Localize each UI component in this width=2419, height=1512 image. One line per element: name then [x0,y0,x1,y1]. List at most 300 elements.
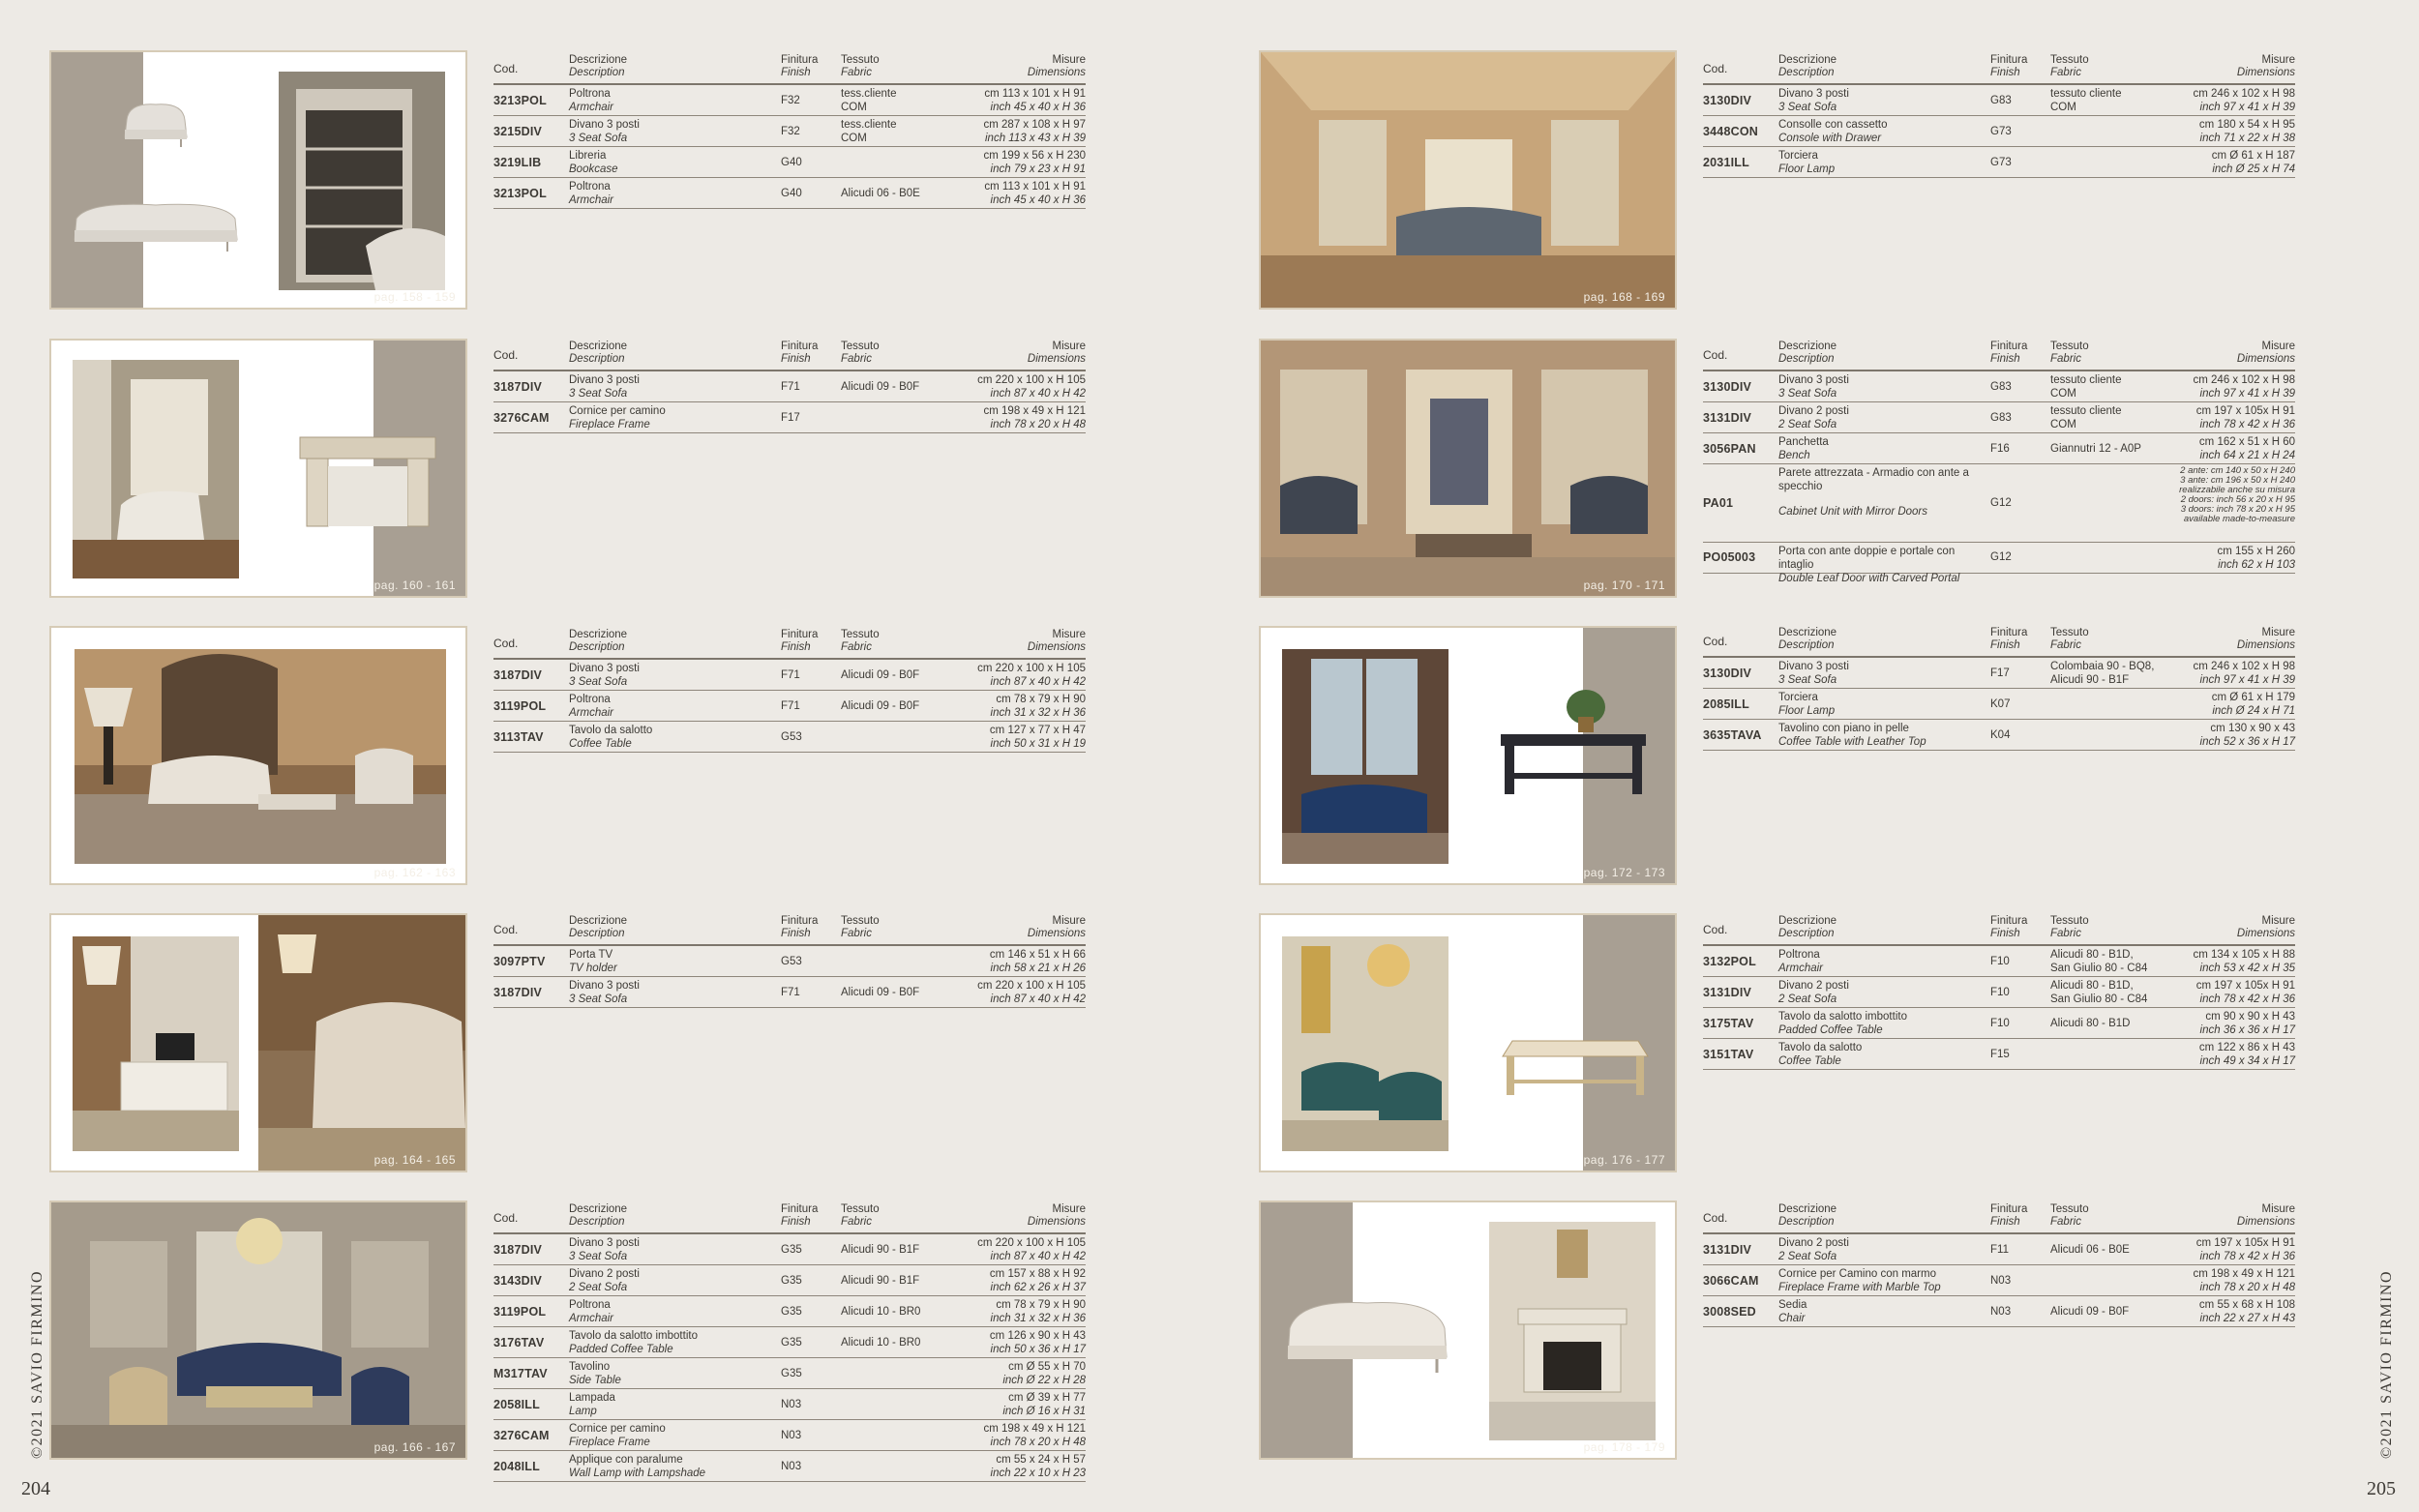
catalog-image-card [49,339,467,598]
finish-code: F10 [1990,1018,2010,1029]
description-en: Armchair [1778,963,1824,974]
description-it: Cornice per camino [569,1423,666,1435]
dimensions-inch: inch 97 x 41 x H 39 [2199,102,2295,113]
table-row [493,660,1086,691]
dimensions [984,87,1086,114]
product-code: 3213POL [493,94,547,107]
description-it: Tavolo da salotto imbottito [569,1330,698,1342]
finish-code: N03 [781,1461,802,1472]
header-finish-it: Finitura [781,1203,819,1215]
header-code: Cod. [493,348,519,362]
description-en: 2 Seat Sofa [569,1282,628,1293]
description-en: Fireplace Frame with Marble Top [1778,1282,1941,1293]
product-code: 3119POL [493,1305,547,1319]
description-en: Cabinet Unit with Mirror Doors [1778,506,1928,518]
dimensions [2194,948,2295,975]
mirror-wardrobe-room-photo [1261,341,1677,598]
dimensions-cm: cm 146 x 51 x H 66 [989,949,1086,961]
header-dimensions [1028,341,1086,366]
table-row [1703,543,2295,584]
description-en: 3 Seat Sofa [569,676,628,688]
description-en: Coffee Table with Leather Top [1778,736,1926,748]
dimensions-cm: cm Ø 61 x H 187 [2211,150,2295,162]
header-fabric-it: Tessuto [841,54,880,66]
product-table [493,629,1086,753]
header-description-it: Descrizione [569,915,628,927]
dimensions-inch: inch 79 x 23 x H 91 [990,163,1086,175]
product-code: 3113TAV [493,730,544,744]
fabric: Alicudi 09 - B0F [841,700,920,712]
dimensions [2200,1010,2295,1037]
dimensions-inch: inch Ø 22 x H 28 [1002,1375,1086,1386]
finish-code: F17 [781,412,800,424]
dimensions-inch: inch 87 x 40 x H 42 [990,676,1086,688]
table-row [1703,402,2295,433]
product-description [569,180,772,207]
header-code: Cod. [1703,62,1728,75]
finish-code: G53 [781,731,802,743]
dimensions-inch: inch Ø 16 x H 31 [1002,1406,1086,1417]
header-code: Cod. [1703,923,1728,936]
product-description [1778,948,1982,975]
product-description [569,1422,772,1449]
header-finish [781,1203,818,1229]
header-dimensions-en: Dimensions [1027,353,1086,365]
dimensions-inch: inch 45 x 40 x H 36 [990,194,1086,206]
dimensions-cm: cm 90 x 90 x H 43 [2205,1011,2295,1023]
finish-code: G35 [781,1275,802,1287]
green-salon-photo [1282,936,1448,1151]
description-en: Fireplace Frame [569,1437,650,1448]
header-dimensions-it: Misure [1052,1203,1086,1215]
header-description-en: Description [569,1216,625,1228]
table-header [493,54,1086,85]
header-fabric-en: Fabric [2050,639,2081,651]
dimensions [2199,1298,2295,1325]
page-reference: pag. 158 - 159 [373,290,456,304]
header-description [569,1203,627,1229]
page-reference: pag. 166 - 167 [373,1440,456,1454]
product-table [493,54,1086,209]
header-description-en: Description [569,641,625,653]
dimensions-inch: inch 31 x 32 x H 36 [990,707,1086,719]
table-row [493,1451,1086,1482]
header-finish-en: Finish [1990,1216,2020,1228]
dimensions-inch: inch 78 x 42 x H 36 [2199,419,2295,430]
fabric: Alicudi 80 - B1D, San Giulio 80 - C84 [2050,980,2148,1005]
catalog-image-card [49,626,467,885]
dimensions-inch: inch 62 x H 103 [2218,559,2295,571]
dimensions-cm: cm Ø 39 x H 77 [1008,1392,1086,1404]
description-it: Poltrona [569,88,611,100]
header-dimensions-it: Misure [2261,54,2295,66]
dimensions [2200,722,2295,749]
header-description-en: Description [1778,353,1835,365]
table-row [493,147,1086,178]
header-description-en: Description [569,928,625,939]
header-fabric-it: Tessuto [841,341,880,352]
header-dimensions-it: Misure [1052,341,1086,352]
finish-code: N03 [1990,1275,2012,1287]
header-fabric [841,341,880,366]
living-room-photo [75,649,446,864]
dimensions-inch: inch 62 x 26 x H 37 [990,1282,1086,1293]
table-header [1703,341,2295,371]
header-finish-it: Finitura [781,341,819,352]
header-code: Cod. [493,637,519,650]
header-finish-it: Finitura [1990,915,2028,927]
product-description [569,724,772,751]
header-dimensions-it: Misure [2261,1203,2295,1215]
header-fabric-en: Fabric [2050,67,2081,78]
finish-code: G83 [1990,412,2012,424]
header-fabric-it: Tessuto [841,629,880,640]
dimensions [2217,545,2295,572]
dimensions-cm: cm 180 x 54 x H 95 [2198,119,2295,131]
dimensions [984,404,1086,431]
header-code: Cod. [493,923,519,936]
header-description-en: Description [1778,1216,1835,1228]
table-row [493,116,1086,147]
dimensions-cm: cm Ø 61 x H 179 [2211,692,2295,703]
header-finish [1990,627,2027,652]
dimensions-inch: inch 22 x 27 x H 43 [2199,1313,2295,1324]
description-it: Torciera [1778,692,1818,703]
dimensions-cm: cm 197 x 105x H 91 [2195,980,2295,992]
header-fabric-en: Fabric [841,353,872,365]
dimensions-inch: inch 64 x 21 x H 24 [2199,450,2295,461]
header-description [1778,1203,1837,1229]
header-fabric [2050,1203,2089,1229]
dimensions [990,1267,1086,1294]
table-row [493,722,1086,753]
dimensions-cm: cm 199 x 56 x H 230 [983,150,1086,162]
description-it: Divano 2 posti [1778,980,1849,992]
header-dimensions-en: Dimensions [2236,928,2295,939]
dimensions-inch: inch 36 x 36 x H 17 [2199,1024,2295,1036]
header-dimensions-en: Dimensions [1027,1216,1086,1228]
description-en: 3 Seat Sofa [1778,674,1837,686]
catalog-image-card [1259,626,1677,885]
table-row [1703,946,2295,977]
product-description [569,1267,772,1294]
product-code: 3187DIV [493,668,543,682]
header-fabric-en: Fabric [841,67,872,78]
table-row [493,402,1086,433]
header-description-it: Descrizione [1778,54,1837,66]
header-dimensions-it: Misure [1052,629,1086,640]
product-description [569,87,772,114]
description-en: Side Table [569,1375,621,1386]
product-description [1778,545,1982,585]
fabric: Alicudi 06 - B0E [841,188,920,199]
header-fabric-en: Fabric [841,641,872,653]
product-description [569,149,772,176]
header-description-en: Description [1778,67,1835,78]
fabric: tessuto cliente COM [2050,88,2122,113]
fabric: Alicudi 10 - BR0 [841,1306,921,1318]
header-dimensions-it: Misure [2261,915,2295,927]
table-row [1703,1296,2295,1327]
classic-salon-photo [51,1202,467,1460]
product-code: 3276CAM [493,1429,550,1442]
product-description [1778,87,1982,114]
header-fabric-en: Fabric [841,928,872,939]
header-finish-en: Finish [1990,928,2020,939]
dimensions-cm: cm 126 x 90 x H 43 [989,1330,1086,1342]
header-dimensions [1028,629,1086,654]
table-header [1703,915,2295,946]
header-finish-en: Finish [781,67,811,78]
table-row [493,1296,1086,1327]
armchair-illustration [117,101,194,149]
description-it: Divano 3 posti [569,374,640,386]
table-row [1703,116,2295,147]
product-description [1778,1236,1982,1263]
finish-code: G83 [1990,95,2012,106]
dimensions-inch: inch 49 x 34 x H 17 [2199,1055,2295,1067]
fabric: tessuto cliente COM [2050,374,2122,400]
product-code: 3130DIV [1703,94,1752,107]
table-header [493,341,1086,371]
description-it: Divano 2 posti [1778,405,1849,417]
header-finish-en: Finish [781,353,811,365]
product-code: 2048ILL [493,1460,540,1473]
dimensions-cm: cm 197 x 105x H 91 [2195,405,2295,417]
dimensions [1002,1391,1086,1418]
product-code: 3130DIV [1703,380,1752,394]
description-it: Porta con ante doppie e portale con intaglio [1778,546,1956,571]
description-en: Padded Coffee Table [569,1344,673,1355]
finish-code: F17 [1990,667,2010,679]
finish-code: N03 [781,1399,802,1410]
description-it: Poltrona [569,181,611,193]
dimensions-inch: inch 87 x 40 x H 42 [990,993,1086,1005]
header-fabric-it: Tessuto [841,1203,880,1215]
description-en: Console with Drawer [1778,133,1882,144]
dimensions-cm: cm 78 x 79 x H 90 [996,694,1086,705]
product-code: 3008SED [1703,1305,1756,1319]
header-description [1778,54,1837,79]
header-fabric-it: Tessuto [2050,341,2089,352]
dimensions-cm: cm 287 x 108 x H 97 [983,119,1086,131]
table-row [1703,977,2295,1008]
product-code: 3187DIV [493,1243,543,1257]
finish-code: G40 [781,188,802,199]
description-it: Sedia [1778,1299,1807,1311]
product-code: 3132POL [1703,955,1756,968]
dimensions [2196,1236,2295,1263]
product-description [569,1360,772,1387]
header-description-en: Description [1778,928,1835,939]
fabric: Alicudi 80 - B1D [2050,1018,2131,1029]
description-it: Tavolo da salotto [569,725,653,736]
header-fabric [2050,341,2089,366]
header-dimensions [2237,54,2295,79]
header-finish-it: Finitura [781,915,819,927]
dimensions-cm: cm 157 x 88 x H 92 [989,1268,1086,1280]
description-en: 2 Seat Sofa [1778,993,1837,1005]
finish-code: G35 [781,1244,802,1256]
dimensions [990,948,1086,975]
table-row [493,977,1086,1008]
page-reference: pag. 160 - 161 [373,578,456,592]
finish-code: F16 [1990,443,2010,455]
finish-code: F11 [1990,1244,2009,1256]
dimensions-inch: inch 87 x 40 x H 42 [990,1251,1086,1262]
header-finish [1990,54,2027,79]
description-it: Tavolo da salotto imbottito [1778,1011,1907,1023]
product-description [1778,466,1982,519]
fireplace-room-photo [1489,1222,1656,1440]
dimensions-note: 2 ante: cm 140 x 50 x H 240 3 ante: cm 196 x 50 x H 240 realizzabile anche su misura 2 doors: inch 56 x 20 x H 95 3 doors: inch 78 x 20 x H 95 available made-to-measure [2179,465,2295,524]
product-code: 3143DIV [493,1274,543,1288]
product-code: 3066CAM [1703,1274,1759,1288]
sofa-room-photo [258,915,467,1172]
dimensions-cm: cm Ø 55 x H 70 [1008,1361,1086,1373]
product-description [1778,1041,1982,1068]
product-description [1778,1298,1982,1325]
table-row [493,1265,1086,1296]
dimensions-cm: cm 127 x 77 x H 47 [989,725,1086,736]
description-en: Floor Lamp [1778,163,1836,175]
product-description [1778,691,1982,718]
header-code: Cod. [1703,1211,1728,1225]
dimensions-inch: inch 58 x 21 x H 26 [990,963,1086,974]
dimensions [2194,1267,2295,1294]
product-table [1703,1203,2295,1327]
product-description [1778,373,1982,400]
product-code: 3131DIV [1703,1243,1752,1257]
header-finish-en: Finish [781,1216,811,1228]
fabric: Alicudi 10 - BR0 [841,1337,921,1349]
product-description [1778,404,1982,431]
table-row [493,1389,1086,1420]
fabric: tessuto cliente COM [2050,405,2122,430]
dimensions-inch: inch 71 x 22 x H 38 [2199,133,2295,144]
product-code: 3130DIV [1703,667,1752,680]
product-table [493,915,1086,1008]
dimensions [984,1422,1086,1449]
header-finish-en: Finish [781,641,811,653]
dimensions-inch: inch 97 x 41 x H 39 [2199,388,2295,400]
finish-code: G53 [781,956,802,967]
header-description-en: Description [569,353,625,365]
description-en: 3 Seat Sofa [569,133,628,144]
description-en: Floor Lamp [1778,705,1836,717]
fabric: Alicudi 90 - B1F [841,1275,920,1287]
dimensions-inch: inch 87 x 40 x H 42 [990,388,1086,400]
header-description-it: Descrizione [1778,915,1837,927]
table-header [493,629,1086,660]
header-finish-it: Finitura [1990,627,2028,638]
table-row [493,1420,1086,1451]
dimensions-cm: cm 155 x H 260 [2217,546,2295,557]
sofa-illustration [69,197,243,255]
description-en: Armchair [569,102,614,113]
page-reference: pag. 164 - 165 [373,1153,456,1167]
table-row [493,371,1086,402]
header-finish-it: Finitura [1990,54,2028,66]
table-row [1703,1008,2295,1039]
dimensions-cm: cm 246 x 102 x H 98 [2193,374,2295,386]
dimensions-cm: cm 55 x 68 x H 108 [2198,1299,2295,1311]
product-table [1703,915,2295,1070]
dimensions-cm: cm 220 x 100 x H 105 [977,663,1086,674]
description-en: Padded Coffee Table [1778,1024,1883,1036]
description-it: Lampada [569,1392,615,1404]
dimensions-cm: cm 55 x 24 x H 57 [996,1454,1086,1466]
product-description [1778,149,1982,176]
header-dimensions-en: Dimensions [2236,67,2295,78]
finish-code: G83 [1990,381,2012,393]
header-description [569,629,627,654]
header-finish [781,54,818,79]
catalog-image-card [1259,913,1677,1172]
coffee-table-illustration [1493,686,1657,802]
dimensions [2196,404,2295,431]
header-dimensions-it: Misure [2261,341,2295,352]
header-dimensions [2237,627,2295,652]
fabric: Alicudi 09 - B0F [2050,1306,2130,1318]
header-fabric [841,915,880,940]
description-it: Torciera [1778,150,1818,162]
glass-coffee-table-illustration [1493,1022,1657,1099]
header-description-it: Descrizione [569,341,628,352]
dimensions-inch: inch 45 x 40 x H 36 [990,102,1086,113]
header-fabric [2050,915,2089,940]
dimensions-inch: inch 78 x 20 x H 48 [990,1437,1086,1448]
description-en: 3 Seat Sofa [569,993,628,1005]
table-row [493,691,1086,722]
table-row [1703,1039,2295,1070]
header-fabric-en: Fabric [2050,1216,2081,1228]
description-it: Divano 3 posti [1778,374,1849,386]
product-code: 3131DIV [1703,411,1752,425]
header-finish-it: Finitura [781,629,819,640]
product-description [569,404,772,431]
fabric: tess.cliente COM [841,119,897,144]
table-row [493,85,1086,116]
header-dimensions-it: Misure [2261,627,2295,638]
description-en: 3 Seat Sofa [569,388,628,400]
dimensions [2212,149,2295,176]
product-code: 3213POL [493,187,547,200]
dimensions [2196,979,2295,1006]
header-description [1778,341,1837,366]
product-description [1778,118,1982,145]
header-finish [1990,915,2027,940]
description-it: Cornice per Camino con marmo [1778,1268,1936,1280]
description-it: Libreria [569,150,607,162]
page-reference: pag. 162 - 163 [373,866,456,879]
fabric: Alicudi 09 - B0F [841,669,920,681]
table-row [1703,464,2295,543]
finish-code: F71 [781,700,800,712]
fabric: Alicudi 80 - B1D, San Giulio 80 - C84 [2050,949,2148,974]
description-it: Poltrona [569,694,611,705]
dimensions-cm: cm 162 x 51 x H 60 [2198,436,2295,448]
tv-holder-room-photo [73,936,239,1151]
dimensions-cm: cm 122 x 86 x H 43 [2198,1042,2295,1053]
fabric: Alicudi 09 - B0F [841,987,920,998]
description-en: Armchair [569,707,614,719]
dimensions-cm: cm 246 x 102 x H 98 [2193,661,2295,672]
description-it: Divano 2 posti [569,1268,640,1280]
description-en: 3 Seat Sofa [569,1251,628,1262]
description-en: Coffee Table [1778,1055,1841,1067]
header-dimensions-en: Dimensions [1027,641,1086,653]
